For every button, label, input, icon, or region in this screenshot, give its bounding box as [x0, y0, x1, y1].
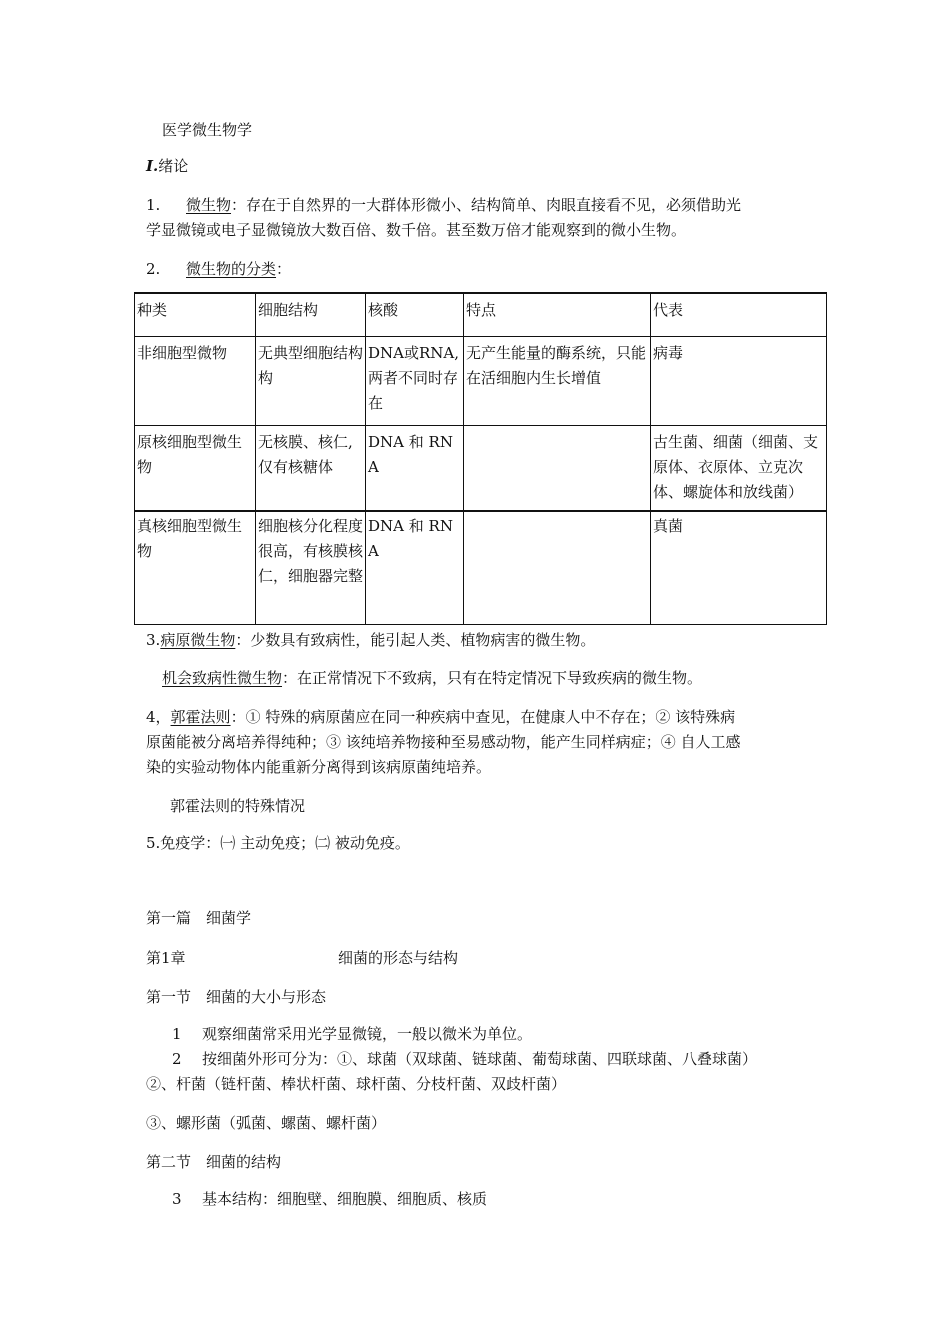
- table-cell: DNA或RNA,两者不同时存在: [366, 337, 464, 426]
- chapter-title: 细菌的形态与结构: [338, 949, 459, 967]
- table-header-cell: 细胞结构: [256, 293, 366, 337]
- table-cell: 真菌: [651, 511, 827, 625]
- table-cell: DNA 和 RNA: [366, 426, 464, 512]
- table-cell: 病毒: [651, 337, 827, 426]
- item-4-term: 郭霍法则: [170, 708, 231, 726]
- s1-item-1: [172, 1024, 532, 1044]
- item-4-paragraph: [146, 705, 826, 780]
- item-4b: 郭霍法则的特殊情况: [170, 797, 306, 815]
- s2-item-3-text: 基本结构：细胞壁、细胞膜、细胞质、核质: [202, 1190, 488, 1208]
- item-2-term: 微生物的分类: [186, 260, 277, 278]
- table-header-cell: 种类: [135, 293, 256, 337]
- item-1-number: 1.: [146, 196, 161, 214]
- item-4-text-cont: 染的实验动物体内能重新分离得到该病原菌纯培养。: [146, 758, 492, 776]
- table-header-cell: 代表: [651, 293, 827, 337]
- item-3b-term: 机会致病性微生物: [162, 669, 283, 687]
- section-heading: 第一节 细菌的大小与形态: [146, 988, 327, 1006]
- item-2-tail: ：: [276, 260, 292, 278]
- item-2-heading: [146, 259, 291, 279]
- item-1-text-cont: 学显微镜或电子显微镜放大数百倍、数千倍。甚至数万倍才能观察到的微小生物。: [146, 221, 687, 239]
- intro-heading: [146, 156, 188, 176]
- item-3-number: 3.: [146, 631, 161, 649]
- item-4-text-cont: 原菌能被分离培养得纯种；③ 该纯培养物接种至易感动物，能产生同样病症；④ 自人工感: [146, 733, 741, 751]
- section-heading: 第二节 细菌的结构: [146, 1153, 282, 1171]
- s2-item-3: [172, 1189, 487, 1209]
- item-1-term: 微生物: [186, 196, 232, 214]
- intro-number: I.: [146, 157, 159, 175]
- table-cell: 无产生能量的酶系统，只能在活细胞内生长增值: [464, 337, 651, 426]
- table-cell: DNA 和 RNA: [366, 511, 464, 625]
- item-5: 5.免疫学：㈠ 主动免疫；㈡ 被动免疫。: [146, 834, 410, 852]
- s1-item-2-cont: ③、螺形菌（弧菌、螺菌、螺杆菌）: [146, 1114, 387, 1132]
- table-header-cell: 核酸: [366, 293, 464, 337]
- s1-item-2-cont: ②、杆菌（链杆菌、棒状杆菌、球杆菌、分枝杆菌、双歧杆菌）: [146, 1075, 567, 1093]
- table-cell: 细胞核分化程度很高，有核膜核仁，细胞器完整: [256, 511, 366, 625]
- s1-item-2: [172, 1049, 757, 1069]
- table-cell: 真核细胞型微生物: [135, 511, 256, 625]
- s1-item-1-text: 观察细菌常采用光学显微镜，一般以微米为单位。: [202, 1025, 533, 1043]
- item-3-text: ：少数具有致病性，能引起人类、植物病害的微生物。: [235, 631, 596, 649]
- item-1-text: ：存在于自然界的一大群体形微小、结构简单、肉眼直接看不见，必须借助光: [231, 196, 742, 214]
- table-header-row: [135, 293, 827, 337]
- s1-item-2-number: 2: [172, 1050, 182, 1068]
- chapter-heading: [146, 948, 458, 968]
- intro-title: 绪论: [158, 157, 189, 175]
- table-cell: [464, 511, 651, 625]
- item-3: [146, 630, 595, 650]
- s1-item-2-text: 按细菌外形可分为：①、球菌（双球菌、链球菌、葡萄球菌、四联球菌、八叠球菌）: [202, 1050, 758, 1068]
- s2-item-3-number: 3: [172, 1190, 182, 1208]
- table-header-cell: 特点: [464, 293, 651, 337]
- classification-table: [134, 292, 827, 625]
- table-cell: 非细胞型微物: [135, 337, 256, 426]
- item-3-term: 病原微生物: [160, 631, 236, 649]
- table-cell: 原核细胞型微生物: [135, 426, 256, 512]
- item-3b-text: ：在正常情况下不致病，只有在特定情况下导致疾病的微生物。: [282, 669, 703, 687]
- doc-title: 医学微生物学: [162, 121, 253, 139]
- table-cell: 无核膜、核仁,仅有核糖体: [256, 426, 366, 512]
- item-4-number: 4，: [146, 708, 171, 726]
- table-cell: [464, 426, 651, 512]
- table-cell: 古生菌、细菌（细菌、支原体、衣原体、立克次体、螺旋体和放线菌）: [651, 426, 827, 512]
- item-2-number: 2.: [146, 260, 161, 278]
- table-row: [135, 426, 827, 512]
- table-row: [135, 337, 827, 426]
- table-cell: 无典型细胞结构构: [256, 337, 366, 426]
- item-3b: [162, 668, 702, 688]
- table-row: [135, 511, 827, 625]
- item-4-text: ：① 特殊的病原菌应在同一种疾病中查见，在健康人中不存在；② 该特殊病: [230, 708, 736, 726]
- chapter-label: 第1章: [146, 949, 186, 967]
- item-1-paragraph: [146, 193, 826, 243]
- s1-item-1-number: 1: [172, 1025, 182, 1043]
- part-heading: 第一篇 细菌学: [146, 909, 252, 927]
